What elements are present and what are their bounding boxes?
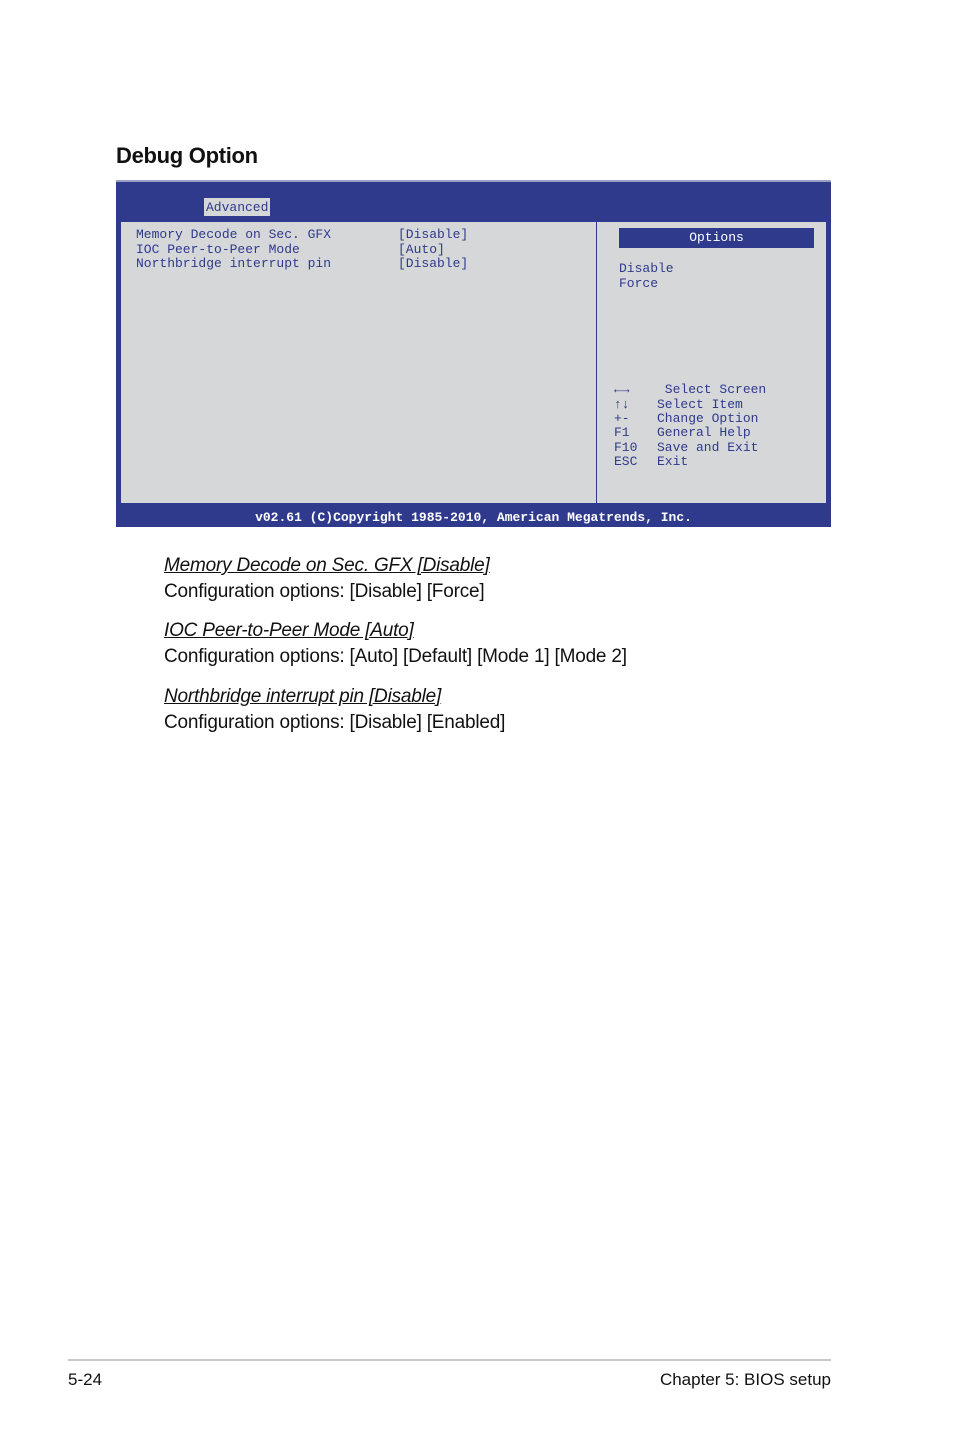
option-force[interactable]: Force (619, 275, 659, 291)
bios-main-panel (119, 220, 828, 505)
options-header: Options (619, 228, 814, 248)
setting-label: Memory Decode on Sec. GFX (136, 227, 332, 242)
help-pane (598, 222, 826, 503)
description-title: Memory Decode on Sec. GFX [Disable] (164, 555, 490, 576)
arrow-up-down-icon: ↑↓ (614, 396, 630, 412)
page-number: 5-24 (68, 1370, 103, 1389)
tab-advanced[interactable]: Advanced (206, 200, 269, 215)
key-label: ESC (614, 454, 638, 469)
description-title: Northbridge interrupt pin [Disable] (164, 686, 442, 707)
bios-menu-bar (116, 180, 831, 217)
settings-pane (121, 222, 597, 503)
option-disable[interactable]: Disable (619, 261, 674, 276)
bios-copyright-bar: v02.61 (C)Copyright 1985-2010, American Megatrends, Inc. (255, 510, 692, 525)
key-label: +- (614, 411, 630, 426)
key-desc: Change Option (657, 411, 759, 426)
description-northbridge-interrupt (164, 684, 505, 736)
setting-value: [Auto] (398, 241, 445, 257)
setting-value: [Disable] (398, 227, 469, 242)
description-body: Configuration options: [Disable] [Enabled] (164, 712, 506, 733)
arrow-left-right-icon: ←→ (614, 382, 630, 397)
key-desc: General Help (657, 425, 751, 440)
section-title: Debug Option (116, 143, 258, 168)
description-memory-decode (164, 553, 490, 605)
key-desc: Exit (657, 454, 689, 469)
chapter-title: Chapter 5: BIOS setup (659, 1370, 831, 1389)
key-desc: Save and Exit (657, 439, 759, 455)
key-label: F1 (614, 425, 630, 440)
description-ioc-peer-mode (164, 618, 627, 670)
setting-label: Northbridge interrupt pin (136, 256, 332, 271)
key-desc: Select Item (657, 396, 743, 412)
page-footer-rule (68, 1359, 831, 1361)
description-body: Configuration options: [Disable] [Force] (164, 581, 485, 602)
key-label: F10 (614, 439, 638, 455)
setting-label: IOC Peer-to-Peer Mode (136, 241, 300, 257)
bios-screen (116, 180, 831, 527)
description-body: Configuration options: [Auto] [Default] [Mode 1] [Mode 2] (164, 646, 627, 667)
setting-value: [Disable] (398, 256, 469, 271)
key-desc: Select Screen (657, 382, 767, 397)
description-title: IOC Peer-to-Peer Mode [Auto] (164, 620, 414, 641)
